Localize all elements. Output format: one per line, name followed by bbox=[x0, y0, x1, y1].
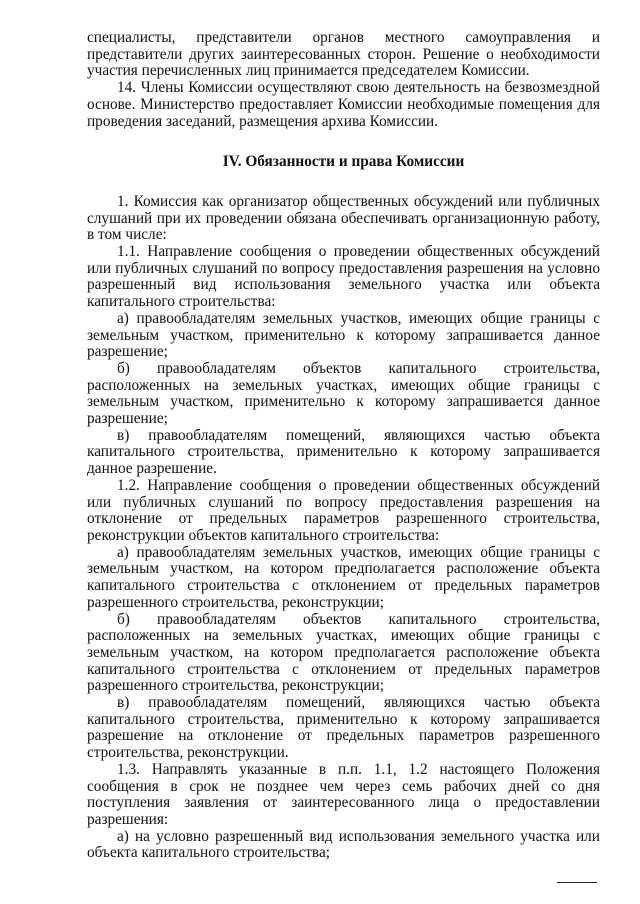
paragraph-1-3: 1.3. Направлять указанные в п.п. 1.1, 1.2 настоящего Положения сообщения в срок не позднее чем через семь рабочих дней со дня поступления заявления от заинтересованного лица о предоставлении разрешения: bbox=[87, 760, 600, 828]
section-heading: IV. Обязанности и права Комиссии bbox=[222, 153, 465, 171]
paragraph-1: 1. Комиссия как организатор общественных обсуждений или публичных слушаний при их проведении обязана обеспечивать организационную работу, в том числе: bbox=[87, 192, 600, 244]
paragraph-1-1: 1.1. Направление сообщения о проведении общественных обсуждений или публичных слушаний по вопросу предоставления разрешения на условно разрешенный вид использования земельного участка или объекта капитального строительства: bbox=[87, 243, 600, 311]
paragraph-1-1-c: в) правообладателям помещений, являющихся частью объекта капитального строительства, применительно к которому запрашивается данное разрешение. bbox=[87, 426, 600, 478]
paragraph-1-2-b: б) правообладателям объектов капитального строительства, расположенных на земельных участках, имеющих общие границы с земельным участком, на котором предполагается расположение объекта капитального строительства с отклонением от предельных параметров разрешенного строительства, реконструкции; bbox=[87, 610, 600, 695]
paragraph-continuation: специалисты, представители органов местного самоуправления и представители других заинтересованных сторон. Решение о необходимости участия перечисленных лиц принимается председателем Комиссии. bbox=[87, 29, 600, 80]
document-page bbox=[87, 30, 600, 862]
paragraph-1-3-a: а) на условно разрешенный вид использования земельного участка или объекта капитального строительства; bbox=[87, 827, 600, 862]
paragraph-1-1-a: а) правообладателям земельных участков, имеющих общие границы с земельным участком, применительно к которому запрашивается данное разрешение; bbox=[87, 309, 600, 361]
paragraph-1-1-b: б) правообладателям объектов капитального строительства, расположенных на земельных участках, имеющих общие границы с земельным участком, применительно к которому запрашивается данное разрешение; bbox=[87, 359, 600, 428]
paragraph-1-2: 1.2. Направление сообщения о проведении общественных обсуждений или публичных слушаний по вопросу предоставления разрешения на отклонение от предельных параметров разрешенного строительства, реконструкции объектов капитального строительства: bbox=[87, 476, 600, 544]
paragraph-item-14: 14. Члены Комиссии осуществляют свою деятельность на безвозмездной основе. Министерство предоставляет Комиссии необходимые помещения для проведения заседаний, размещения архива Комиссии. bbox=[87, 79, 600, 130]
footnote-rule bbox=[557, 882, 597, 883]
paragraph-1-2-c: в) правообладателям помещений, являющихся частью объекта капитального строительства, применительно к которому запрашивается разрешение на отклонение от предельных параметров разрешенного строительства, реконструкции. bbox=[87, 694, 600, 762]
paragraph-1-2-a: а) правообладателям земельных участков, имеющих общие границы с земельным участком, на котором предполагается расположение объекта капитального строительства с отклонением от предельных параметров разрешенного строительства, реконструкции; bbox=[87, 543, 600, 611]
